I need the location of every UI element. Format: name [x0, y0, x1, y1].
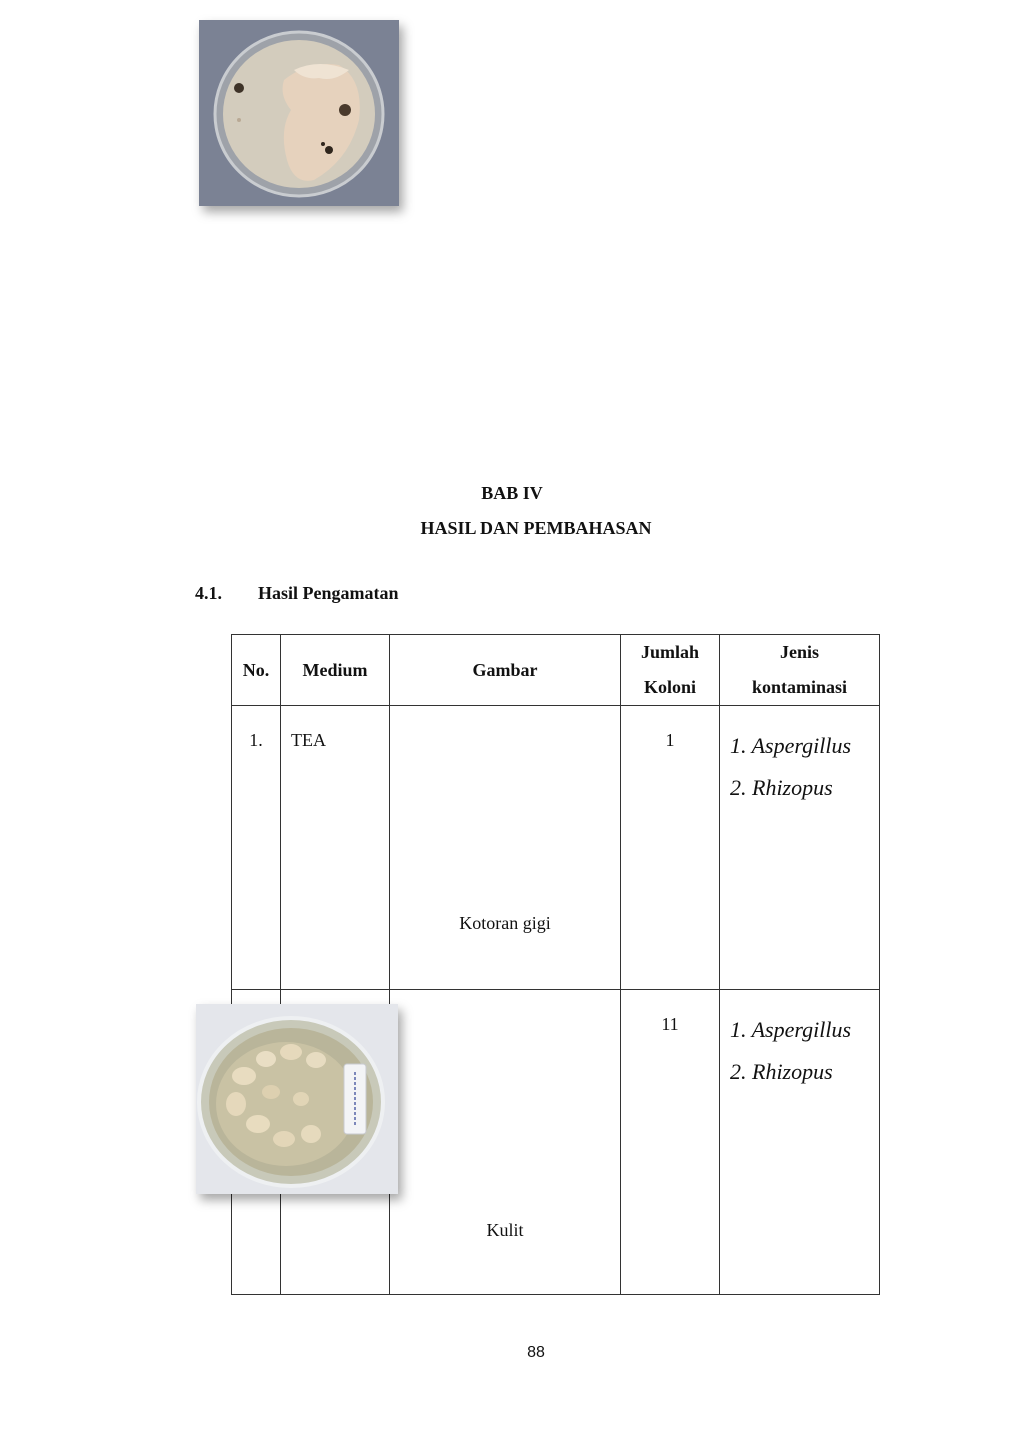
cell-jumlah-koloni: 1 — [621, 706, 720, 990]
table-row — [232, 706, 880, 990]
header-medium: Medium — [281, 635, 390, 706]
header-jumlah-line1: Jumlah — [640, 642, 700, 662]
header-jumlah-line2: Koloni — [643, 677, 696, 697]
header-jenis-kontaminasi — [720, 635, 880, 706]
image-caption: Kotoran gigi — [459, 913, 551, 933]
petri-dish-photo-top — [199, 20, 399, 206]
header-jumlah-koloni — [621, 635, 720, 706]
section-title: Hasil Pengamatan — [258, 583, 399, 603]
chapter-title: HASIL DAN PEMBAHASAN — [420, 518, 652, 538]
cell-jumlah-koloni: 11 — [621, 990, 720, 1295]
image-caption: Kulit — [486, 1220, 524, 1240]
cell-gambar — [390, 706, 621, 990]
header-jenis-line2: kontaminasi — [751, 677, 848, 697]
petri-dish-image — [196, 1004, 398, 1194]
contaminant-item: 2. Rhizopus — [730, 1059, 833, 1084]
table-header-row — [232, 635, 880, 706]
header-gambar: Gambar — [390, 635, 621, 706]
cell-jenis-kontaminasi — [720, 990, 880, 1295]
contaminant-item: 1. Aspergillus — [730, 733, 852, 758]
cell-jenis-kontaminasi — [720, 706, 880, 990]
petri-dish-image — [199, 20, 399, 206]
cell-no: 1. — [232, 706, 281, 990]
cell-gambar — [390, 990, 621, 1295]
header-jenis-line1: Jenis — [779, 642, 819, 662]
chapter-label: BAB IV — [481, 483, 543, 503]
page-number: 88 — [527, 1344, 545, 1361]
contaminant-item: 2. Rhizopus — [730, 775, 833, 800]
petri-dish-photo-bottom — [196, 1004, 398, 1194]
results-table — [231, 634, 880, 1295]
section-number: 4.1. — [195, 583, 222, 603]
cell-medium: TEA — [281, 706, 390, 990]
contaminant-item: 1. Aspergillus — [730, 1017, 852, 1042]
header-no: No. — [232, 635, 281, 706]
